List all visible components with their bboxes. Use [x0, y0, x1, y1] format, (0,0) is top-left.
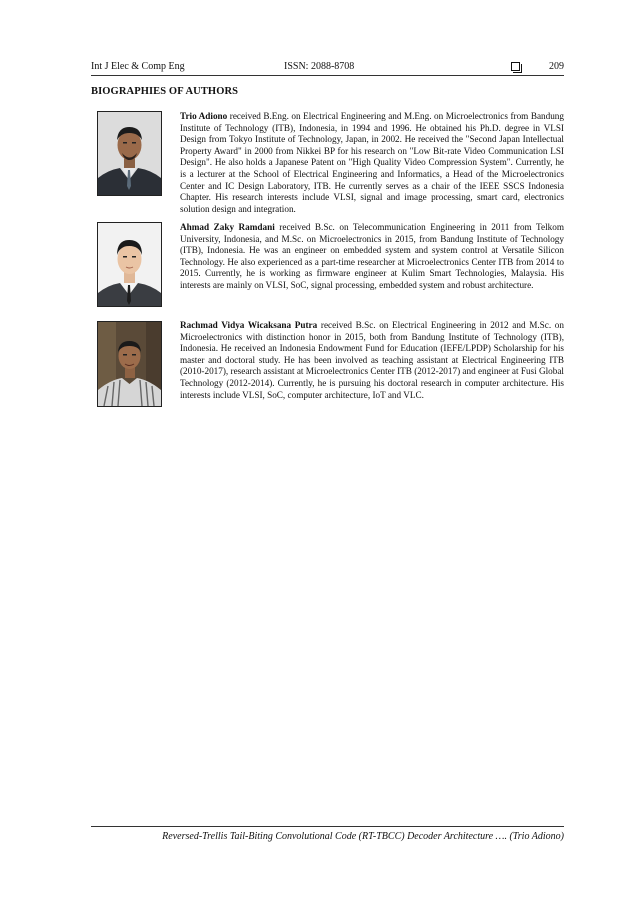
running-footer: Reversed-Trellis Tail-Biting Convolutional Code (RT-TBCC) Decoder Architecture …. (Trio Adiono): [162, 831, 564, 842]
author-bio-1: [180, 111, 564, 215]
section-title: BIOGRAPHIES OF AUTHORS: [91, 86, 239, 97]
running-header: [91, 60, 564, 74]
author-name-2: Ahmad Zaky Ramdani: [180, 222, 275, 232]
portrait-icon: [98, 112, 161, 195]
author-bio-3: [180, 320, 564, 401]
footer-rule: [91, 826, 564, 827]
author-photo-1: [97, 111, 162, 196]
journal-name: Int J Elec & Comp Eng: [91, 61, 185, 72]
issn: ISSN: 2088-8708: [284, 61, 355, 72]
author-bio-text-3: received B.Sc. on Electrical Engineering in 2012 and M.Sc. on Microelectronics with distinction honor in 2015, both from Bandung Institute of Technology (ITB), Indonesia. He received an Indonesia Endowment Fund for Education (IEFE/LPDP) Scholarship for his master and doctoral study. He has been involved as teaching assistant at Electrical Engineering ITB (2010-2017), research assistant at Microelectronics Center ITB (2012-2017) and engineer at Fusi Global Technology (2012-2014). Currently, he is pursuing his doctoral research in computer architecture. His interests include VLSI, SoC, computer architecture, IoT and VLC.: [180, 320, 564, 400]
portrait-icon: [98, 322, 161, 406]
author-bio-2: [180, 222, 564, 292]
header-rule: [91, 75, 564, 76]
author-name-1: Trio Adiono: [180, 111, 228, 121]
author-photo-2: [97, 222, 162, 307]
author-name-3: Rachmad Vidya Wicaksana Putra: [180, 320, 318, 330]
author-bio-text-1: received B.Eng. on Electrical Engineering and M.Eng. on Microelectronics from Bandung Institute of Technology (ITB), Indonesia, in 1994 and 1996. He obtained his Ph.D. degree in VLSI Design from Tokyo Institute of Technology, Japan, in 2002. He received the "Second Japan Intellectual Property Award" in 2000 from Nikkei BP for his research on "Low Bit-rate Video Communication LSI Design". He also holds a Japanese Patent on "High Quality Video Compression System". Currently, he is a lecturer at the School of Electrical Engineering and Informatics, a Head of the Microelectronics Center and IC Design Laboratory, ITB. He currently serves as a chair of the IEEE SSCS Indonesia Chapter. His research interests include VLSI, signal and image processing, smart card, electronics solution design and integration.: [180, 111, 564, 214]
author-bio-text-2: received B.Sc. on Telecommunication Engineering in 2011 from Telkom University, Indonesia, and M.Sc. on Microelectronics in 2015, from Bandung Institute of Technology (ITB), Indonesia. He was an engineer on embedded system and system control at Versatile Silicon Technology. He also experienced as a part-time researcher at Microelectronics Center ITB from 2014 to 2015. Currently, he is working as firmware engineer at Kulim Smart Technologies, Malaysia. His interests are mainly on VLSI, SoC, signal processing, embedded system and robust architecture.: [180, 222, 564, 290]
page-number: 209: [549, 61, 564, 72]
portrait-icon: [98, 223, 161, 306]
author-photo-3: [97, 321, 162, 407]
checkbox-glyph-icon: [511, 62, 520, 71]
